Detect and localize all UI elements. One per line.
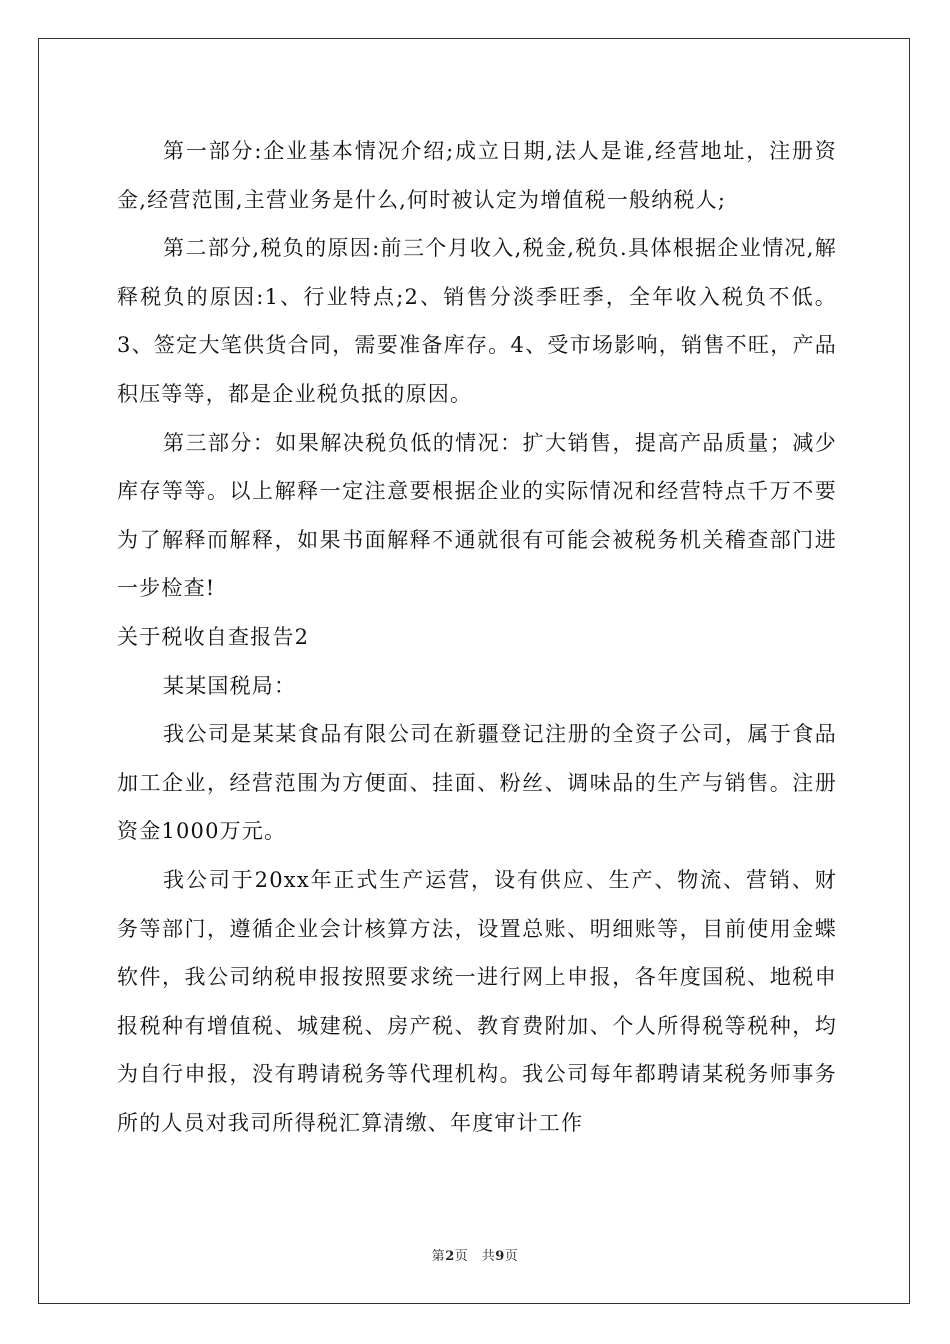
- page-current: 2: [445, 1249, 455, 1264]
- page-suffix: 页: [504, 1249, 519, 1264]
- paragraph-salutation: 某某国税局：: [163, 673, 297, 698]
- page-total: 9: [495, 1249, 505, 1264]
- paragraph-operations: 我公司于20xx年正式生产运营，设有供应、生产、物流、营销、财务等部门，遵循企业会计核算方法，设置总账、明细账等，目前使用金蝶软件，我公司纳税申报按照要求统一进行网上申报，各年度国税、地税申报税种有增值税、城建税、房产税、教育费附加、个人所得税等税种，均为自行申报，没有聘请税务等代理机构。我公司每年都聘请某税务师事务所的人员对我司所得税汇算清缴、年度审计工作: [117, 867, 837, 1135]
- page-prefix: 第: [431, 1249, 446, 1264]
- section-heading: 关于税收自查报告2: [117, 624, 310, 649]
- paragraph-company-intro: 我公司是某某食品有限公司在新疆登记注册的全资子公司，属于食品加工企业，经营范围为方便面、挂面、粉丝、调味品的生产与销售。注册资金1000万元。: [117, 722, 837, 844]
- document-body: [117, 127, 837, 1147]
- paragraph-part-two: 第二部分,税负的原因:前三个月收入,税金,税负.具体根据企业情况,解释税负的原因:1、行业特点;2、销售分淡季旺季，全年收入税负不低。3、签定大笔供货合同，需要准备库存。4、受市场影响，销售不旺，产品积压等等，都是企业税负抵的原因。: [117, 236, 837, 406]
- paragraph-part-one: 第一部分:企业基本情况介绍;成立日期,法人是谁,经营地址，注册资金,经营范围,主营业务是什么,何时被认定为增值税一般纳税人;: [117, 139, 837, 212]
- paragraph-part-three: 第三部分：如果解决税负低的情况：扩大销售，提高产品质量；减少库存等等。以上解释一定注意要根据企业的实际情况和经营特点千万不要为了解释而解释，如果书面解释不通就很有可能会被税务机关稽查部门进一步检查!: [117, 430, 837, 601]
- page-number-footer: [0, 1245, 950, 1264]
- page-mid: 页 共: [454, 1249, 496, 1264]
